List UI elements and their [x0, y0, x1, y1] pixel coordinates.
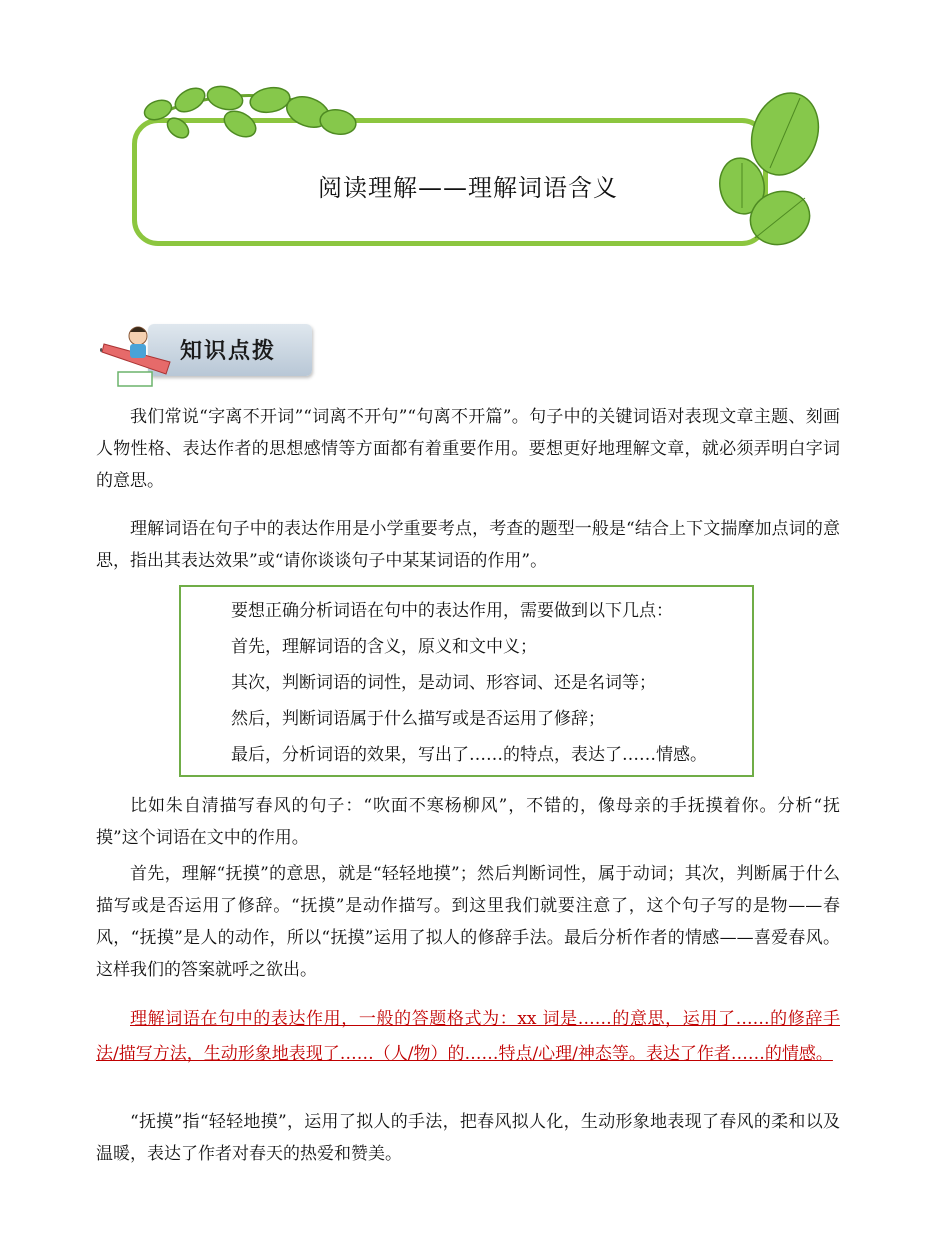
intro-paragraph-1: 我们常说“字离不开词”“词离不开句”“句离不开篇”。句子中的关键词语对表现文章主题、刻画人物性格、表达作者的思想感情等方面都有着重要作用。要想更好地理解文章，就必须弄明白字词的意思。 — [96, 407, 840, 491]
badge-label: 知识点拨 — [180, 339, 277, 364]
answer-format-note: 理解词语在句中的表达作用，一般的答题格式为：xx 词是……的意思，运用了……的修辞手法/描写方法，生动形象地表现了……（人/物）的……特点/心理/神态等。表达了作者……的情感。 — [96, 1009, 840, 1064]
key-point-line: 要想正确分析词语在句中的表达作用，需要做到以下几点： — [231, 601, 673, 621]
key-point-line: 最后，分析词语的效果，写出了……的特点，表达了……情感。 — [231, 745, 707, 765]
intro-paragraph-2: 理解词语在句子中的表达作用是小学重要考点，考查的题型一般是“结合上下文揣摩加点词的意思，指出其表达效果”或“请你谈谈句子中某某词语的作用”。 — [96, 519, 840, 571]
key-point-line: 首先，理解词语的含义，原义和文中义； — [231, 637, 537, 657]
section-badge — [100, 318, 315, 390]
key-point-line: 然后，判断词语属于什么描写或是否运用了修辞； — [231, 709, 605, 729]
page-title: 阅读理解——理解词语含义 — [318, 174, 618, 202]
example-paragraph-2: 首先，理解“抚摸”的意思，就是“轻轻地摸”；然后判断词性，属于动词；其次，判断属于什么描写或是否运用了修辞。“抚摸”是动作描写。到这里我们就要注意了，这个句子写的是物——春风，“抚摸”是人的动作，所以“抚摸”运用了拟人的修辞手法。最后分析作者的情感——喜爱春风。这样我们的答案就呼之欲出。 — [96, 864, 840, 980]
key-point-line: 其次，判断词语的词性，是动词、形容词、还是名词等； — [231, 673, 656, 693]
reading-child-pencil-icon — [100, 318, 180, 390]
sample-answer: “抚摸”指“轻轻地摸”，运用了拟人的手法，把春风拟人化，生动形象地表现了春风的柔和以及温暖，表达了作者对春天的热爱和赞美。 — [96, 1112, 840, 1164]
key-points-box — [179, 585, 754, 777]
example-paragraph-1: 比如朱自清描写春风的句子：“吹面不寒杨柳风”，不错的，像母亲的手抚摸着你。分析“抚摸”这个词语在文中的作用。 — [96, 796, 840, 848]
